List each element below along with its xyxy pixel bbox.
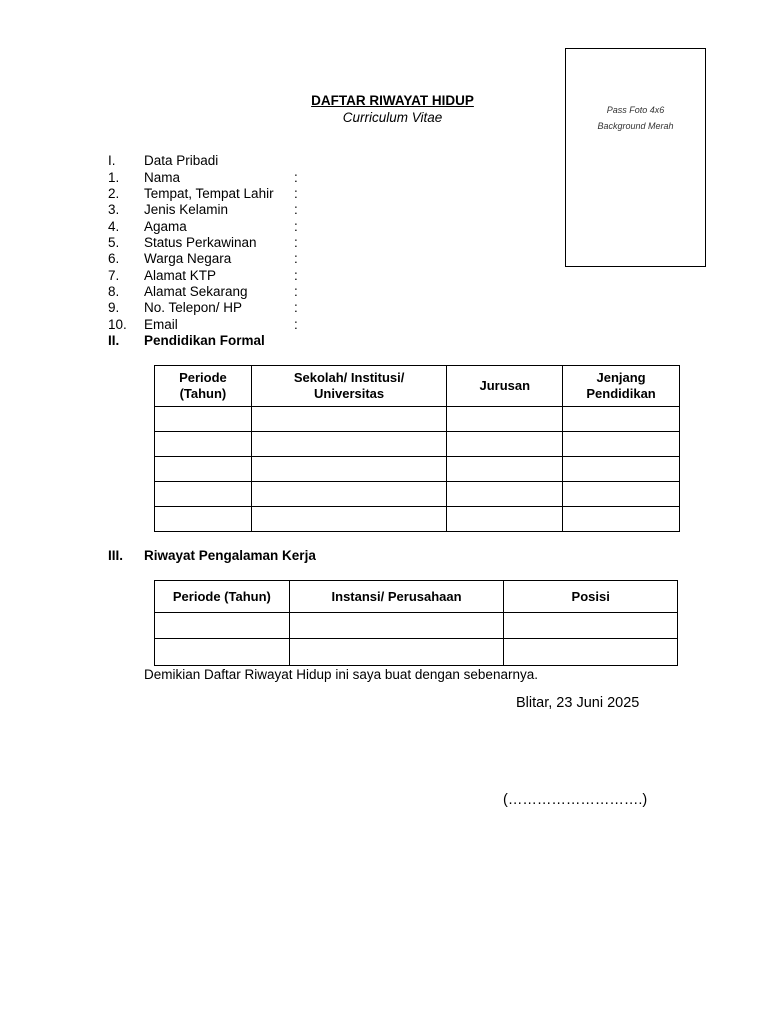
table-cell[interactable] — [251, 432, 447, 457]
table-header-row — [155, 581, 678, 613]
document-title: DAFTAR RIWAYAT HIDUP — [311, 93, 474, 108]
table-cell[interactable] — [155, 507, 252, 532]
table-cell[interactable] — [251, 482, 447, 507]
photo-placeholder — [565, 48, 706, 267]
table-row — [155, 507, 680, 532]
table-cell[interactable] — [155, 639, 290, 666]
field-number: 7. — [108, 268, 120, 283]
field-label: Status Perkawinan — [144, 235, 257, 250]
field-number: 3. — [108, 202, 120, 217]
table-row — [155, 407, 680, 432]
education-table — [154, 365, 680, 532]
document-subtitle: Curriculum Vitae — [342, 110, 443, 125]
table-cell[interactable] — [447, 457, 563, 482]
field-number: 6. — [108, 251, 120, 266]
section-number: II. — [108, 333, 120, 348]
table-cell[interactable] — [447, 507, 563, 532]
table-cell[interactable] — [155, 613, 290, 639]
field-colon: : — [294, 235, 298, 250]
field-number: 1. — [108, 170, 120, 185]
field-colon: : — [294, 170, 298, 185]
signature-line: (……………………….) — [503, 792, 648, 808]
field-label: Alamat KTP — [144, 268, 217, 283]
table-cell[interactable] — [155, 432, 252, 457]
field-colon: : — [294, 219, 298, 234]
table-cell[interactable] — [447, 432, 563, 457]
header-line: Universitas — [314, 386, 385, 401]
header-periode — [155, 366, 252, 407]
field-number: 4. — [108, 219, 120, 234]
table-cell[interactable] — [504, 639, 678, 666]
field-colon: : — [294, 317, 298, 332]
table-row — [155, 613, 678, 639]
header-line: Pendidikan — [586, 386, 656, 401]
field-colon: : — [294, 202, 298, 217]
table-header-row — [155, 366, 680, 407]
table-cell[interactable] — [251, 507, 447, 532]
table-cell[interactable] — [563, 457, 680, 482]
table-cell[interactable] — [447, 482, 563, 507]
table-cell[interactable] — [289, 639, 504, 666]
field-label: No. Telepon/ HP — [144, 300, 243, 315]
header-periode: Periode (Tahun) — [155, 581, 290, 613]
field-label: Jenis Kelamin — [144, 202, 229, 217]
table-row — [155, 482, 680, 507]
closing-statement: Demikian Daftar Riwayat Hidup ini saya buat dengan sebenarnya. — [144, 667, 538, 682]
table-cell[interactable] — [563, 432, 680, 457]
section-number: I. — [108, 153, 116, 168]
field-colon: : — [294, 251, 298, 266]
table-cell[interactable] — [563, 407, 680, 432]
field-label: Tempat, Tempat Lahir — [144, 186, 274, 201]
table-cell[interactable] — [155, 457, 252, 482]
field-label: Agama — [144, 219, 187, 234]
field-colon: : — [294, 186, 298, 201]
field-label: Email — [144, 317, 178, 332]
header-sekolah — [251, 366, 447, 407]
header-posisi: Posisi — [504, 581, 678, 613]
table-row — [155, 639, 678, 666]
header-line: Periode — [179, 370, 227, 385]
work-experience-table — [154, 580, 678, 666]
section-title: Pendidikan Formal — [144, 333, 265, 348]
header-line: (Tahun) — [179, 386, 227, 401]
table-row — [155, 457, 680, 482]
section-number: III. — [108, 548, 124, 563]
header-jenjang — [563, 366, 680, 407]
place-date: Blitar, 23 Juni 2025 — [516, 695, 640, 711]
table-cell[interactable] — [251, 407, 447, 432]
field-number: 10. — [108, 317, 127, 332]
header-jurusan: Jurusan — [447, 366, 563, 407]
field-label: Nama — [144, 170, 181, 185]
table-cell[interactable] — [563, 482, 680, 507]
header-line: Sekolah/ Institusi/ — [293, 370, 405, 385]
table-cell[interactable] — [155, 482, 252, 507]
header-line: Jenjang — [596, 370, 646, 385]
photo-caption-background: Background Merah — [597, 120, 674, 131]
table-cell[interactable] — [504, 613, 678, 639]
field-number: 8. — [108, 284, 120, 299]
table-cell[interactable] — [289, 613, 504, 639]
table-cell[interactable] — [155, 407, 252, 432]
table-cell[interactable] — [251, 457, 447, 482]
field-colon: : — [294, 284, 298, 299]
field-label: Warga Negara — [144, 251, 232, 266]
section-title: Riwayat Pengalaman Kerja — [144, 548, 316, 563]
section-title: Data Pribadi — [144, 153, 219, 168]
table-cell[interactable] — [447, 407, 563, 432]
field-colon: : — [294, 268, 298, 283]
field-number: 2. — [108, 186, 120, 201]
field-colon: : — [294, 300, 298, 315]
photo-caption-size: Pass Foto 4x6 — [606, 104, 665, 115]
field-label: Alamat Sekarang — [144, 284, 248, 299]
field-number: 9. — [108, 300, 120, 315]
table-cell[interactable] — [563, 507, 680, 532]
header-instansi: Instansi/ Perusahaan — [289, 581, 504, 613]
table-row — [155, 432, 680, 457]
field-number: 5. — [108, 235, 120, 250]
